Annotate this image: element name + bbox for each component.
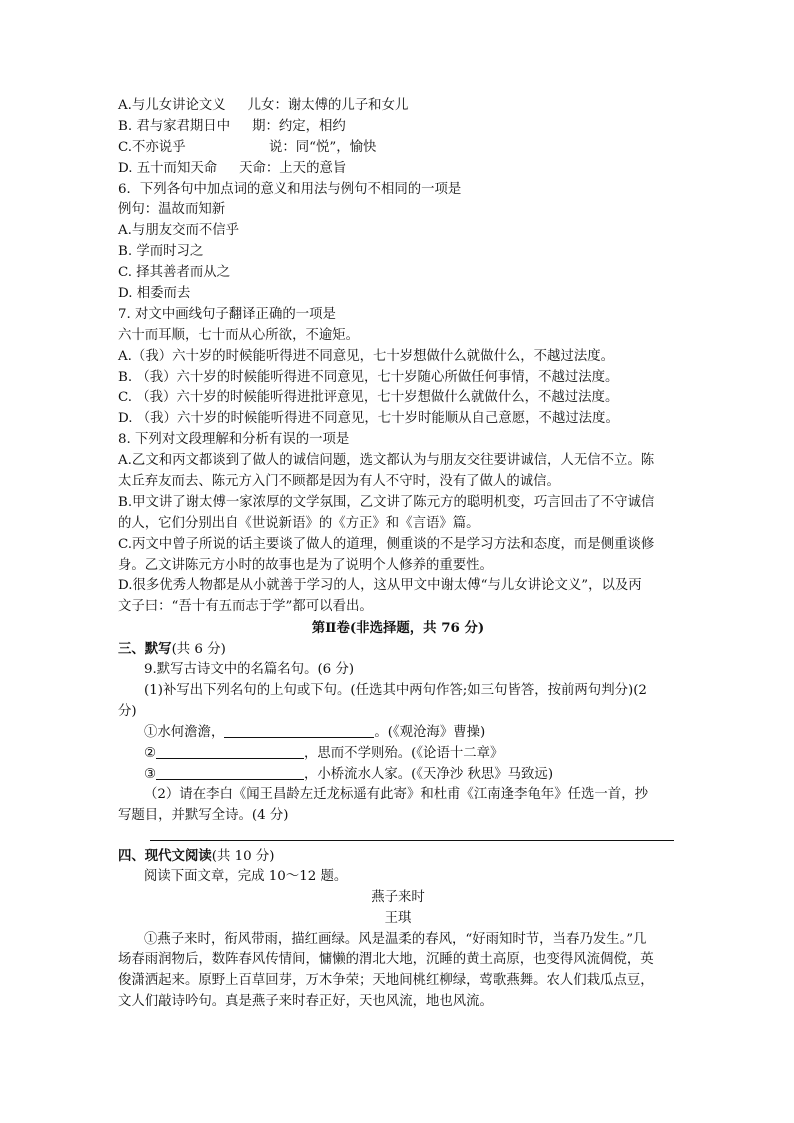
q8-line: D.很多优秀人物都是从小就善于学习的人，这从甲文中谢太傅“与儿女讲论文义”，以及丙: [118, 578, 642, 594]
q7-option-d: D. （我）六十岁的时候能听得进不同意见，七十岁时能顺从自己意愿，不越过法度。: [118, 411, 619, 427]
q8-line: C.丙文中曾子所说的话主要谈了做人的道理，侧重谈的不是学习方法和态度，而是侧重谈修: [118, 536, 655, 552]
q6-example: 例句：温故而知新: [118, 202, 226, 218]
essay-paragraph-line: 场春雨润物后，数阵春风传情间，慵懒的渭北大地，沉睡的黄土高原，也变得风流倜傥，英: [118, 952, 654, 968]
essay-paragraph-line: 文人们敲诗吟句。真是燕子来时春正好，天也风流，地也风流。: [118, 994, 493, 1010]
fill-blank-2: ② ，思而不学则殆。(《论语十二章》: [144, 745, 504, 761]
essay-author: 王琪: [384, 910, 412, 926]
fill-blank-1: ①水何澹澹， 。(《观沧海》曹操): [144, 724, 486, 740]
essay-paragraph-line: ①燕子来时，衔风带雨，描红画绿。风是温柔的春风，“好雨知时节，当春乃发生。”几: [144, 931, 647, 947]
q5-option-d: D. 五十而知天命 天命：上天的意旨: [118, 160, 347, 176]
q8-stem: 8. 下列对文段理解和分析有误的一项是: [118, 432, 350, 448]
q6-option-b: B. 学而时习之: [118, 244, 204, 260]
q7-option-b: B. （我）六十岁的时候能听得进不同意见，七十岁随心所做任何事情，不越过法度。: [118, 369, 619, 385]
essay-paragraph-line: 俊潇洒起来。原野上百草回芽，万木争荣；天地间桃红柳绿，莺歌燕舞。农人们栽瓜点豆，: [118, 973, 654, 989]
q5-option-a: A.与儿女讲论文义 儿女：谢太傅的儿子和女儿: [118, 98, 409, 113]
part2-title: 第Ⅱ卷(非选择题，共 76 分): [311, 620, 485, 637]
q8-line: A.乙文和丙文都谈到了做人的诚信问题，选文都认为与朋友交往要讲诚信，人无信不立。陈: [118, 453, 655, 469]
q9-stem: 9.默写古诗文中的名篇名句。(6 分): [144, 662, 355, 678]
q6-option-d: D. 相委而去: [118, 286, 191, 302]
section4-heading: 四、现代文阅读(共 10 分): [118, 848, 275, 864]
q7-source: 六十而耳顺，七十而从心所欲，不逾矩。: [118, 327, 360, 343]
q6-option-a: A.与朋友交而不信乎: [118, 223, 240, 239]
q5-option-b: B. 君与家君期日中 期：约定，相约: [118, 118, 346, 134]
essay-title: 燕子来时: [371, 889, 425, 905]
q9-2-instruction: （2）请在李白《闻王昌龄左迁龙标遥有此寄》和杜甫《江南逢李龟年》任选一首，抄: [144, 787, 648, 803]
fill-blank-3: ③ ，小桥流水人家。(《天净沙 秋思》马致远): [144, 766, 554, 782]
answer-blank[interactable]: [224, 723, 374, 738]
answer-blank[interactable]: [156, 744, 304, 759]
section3-heading: 三、默写(共 6 分): [118, 641, 226, 658]
q7-option-a: A.（我）六十岁的时候能听得进不同意见，七十岁想做什么就做什么，不越过法度。: [118, 348, 614, 364]
q8-line: 文子曰：“吾十有五而志于学”都可以看出。: [118, 599, 373, 615]
section4-instruction: 阅读下面文章，完成 10～12 题。: [144, 868, 348, 884]
q8-line: B.甲文讲了谢太傅一家浓厚的文学氛围，乙文讲了陈元方的聪明机变，巧言回击了不守诚信: [118, 494, 655, 510]
exam-page: [118, 96, 678, 827]
answer-line[interactable]: [150, 840, 674, 841]
q7-option-c: C. （我）六十岁的时候能听得进批评意见，七十岁想做什么就做什么，不越过法度。: [118, 390, 619, 406]
q8-line: 太丘弃友而去、陈元方入门不顾都是因为有人不守时，没有了做人的诚信。: [118, 474, 560, 490]
q9-2-instruction-cont: 写题目，并默写全诗。(4 分): [118, 808, 289, 824]
q5-option-c: C.不亦说乎 说：同“悦”，愉快: [118, 139, 377, 155]
q7-stem: 7. 对文中画线句子翻译正确的一项是: [118, 306, 336, 322]
section4: [118, 846, 678, 1013]
q6-option-c: C. 择其善者而从之: [118, 265, 231, 281]
answer-blank[interactable]: [156, 765, 304, 780]
q8-line: 的人，它们分别出自《世说新语》的《方正》和《言语》篇。: [118, 515, 480, 531]
q6-stem: 6．下列各句中加点词的意义和用法与例句不相同的一项是: [118, 181, 462, 197]
q9-1-instruction-cont: 分): [118, 703, 137, 719]
q9-1-instruction: (1)补写出下列名句的上句或下句。(任选其中两句作答;如三句皆答，按前两句判分)(2: [144, 682, 647, 698]
q8-line: 身。乙文讲陈元方小时的故事也是为了说明个人修养的重要性。: [118, 557, 493, 573]
